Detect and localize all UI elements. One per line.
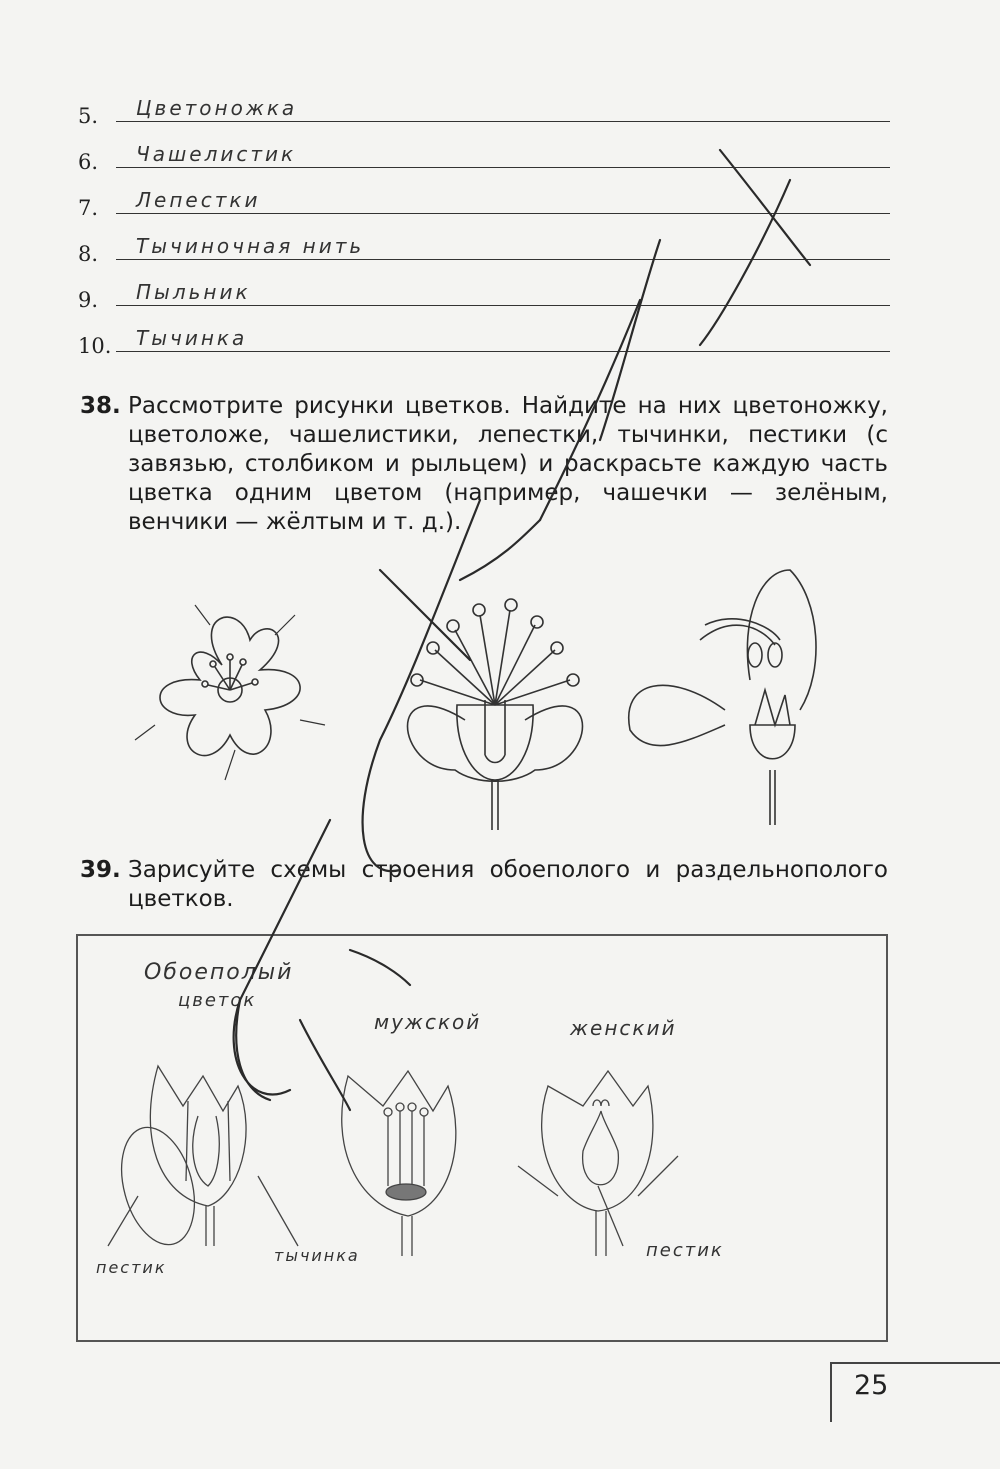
answer-row (78, 274, 890, 314)
answer-handwriting: Чашелистик (136, 142, 297, 166)
answer-underline (116, 213, 890, 214)
answer-handwriting: Тычинка (136, 326, 248, 350)
answer-handwriting: Цветоножка (136, 96, 298, 120)
sketch-label: мужской (374, 1010, 482, 1034)
sketch-label: пестик (646, 1240, 724, 1261)
sketch-label: женский (570, 1016, 677, 1040)
task-39 (80, 856, 888, 914)
task-instructions: Зарисуйте схемы строения обоеполого и раздельнополого цветков. (128, 857, 888, 912)
flower-illustrations (120, 560, 860, 840)
answer-number: 9. (78, 288, 99, 312)
answer-number: 8. (78, 242, 99, 266)
page-number: 25 (854, 1370, 889, 1401)
answer-handwriting: Тычиночная нить (136, 234, 365, 258)
task-number: 39. (80, 857, 121, 883)
answer-number: 7. (78, 196, 99, 220)
scheme-female (518, 1071, 678, 1256)
answer-row (78, 320, 890, 360)
flower-illustration (629, 570, 816, 825)
flower-illustration (408, 599, 583, 830)
drawing-box (76, 934, 888, 1342)
answer-underline (116, 305, 890, 306)
answer-underline (116, 351, 890, 352)
task-number: 38. (80, 393, 121, 419)
sketch-label: тычинка (274, 1246, 360, 1265)
answer-row (78, 136, 890, 176)
scheme-male (342, 1071, 456, 1256)
page-number-box (830, 1362, 1000, 1422)
answer-underline (116, 121, 890, 122)
answer-number: 6. (78, 150, 99, 174)
sketch-label: пестик (96, 1258, 167, 1277)
answer-underline (116, 259, 890, 260)
answer-handwriting: Лепестки (136, 188, 261, 212)
scheme-bisexual (108, 1066, 298, 1253)
answer-number: 10. (78, 334, 112, 358)
answer-row (78, 228, 890, 268)
task-38 (80, 392, 888, 537)
answer-row (78, 182, 890, 222)
answer-handwriting: Пыльник (136, 280, 251, 304)
sketch-label: Обоеполый (144, 960, 294, 985)
sketch-label: цветок (178, 990, 257, 1011)
flower-schemes (78, 936, 886, 1340)
task-instructions: Рассмотрите рисунки цветков. Найдите на них цветоножку, цветоложе, чашелистики, лепестки, тычинки, пестики (с завязью, столбиком и рыльцем) и раскрасьте каждую часть цветка одним цветом (например, чашечки — зелёным, венчики — жёлтым и т. д.). (128, 393, 888, 535)
flower-illustration (135, 605, 325, 780)
answer-underline (116, 167, 890, 168)
answer-row (78, 90, 890, 130)
answer-number: 5. (78, 104, 99, 128)
